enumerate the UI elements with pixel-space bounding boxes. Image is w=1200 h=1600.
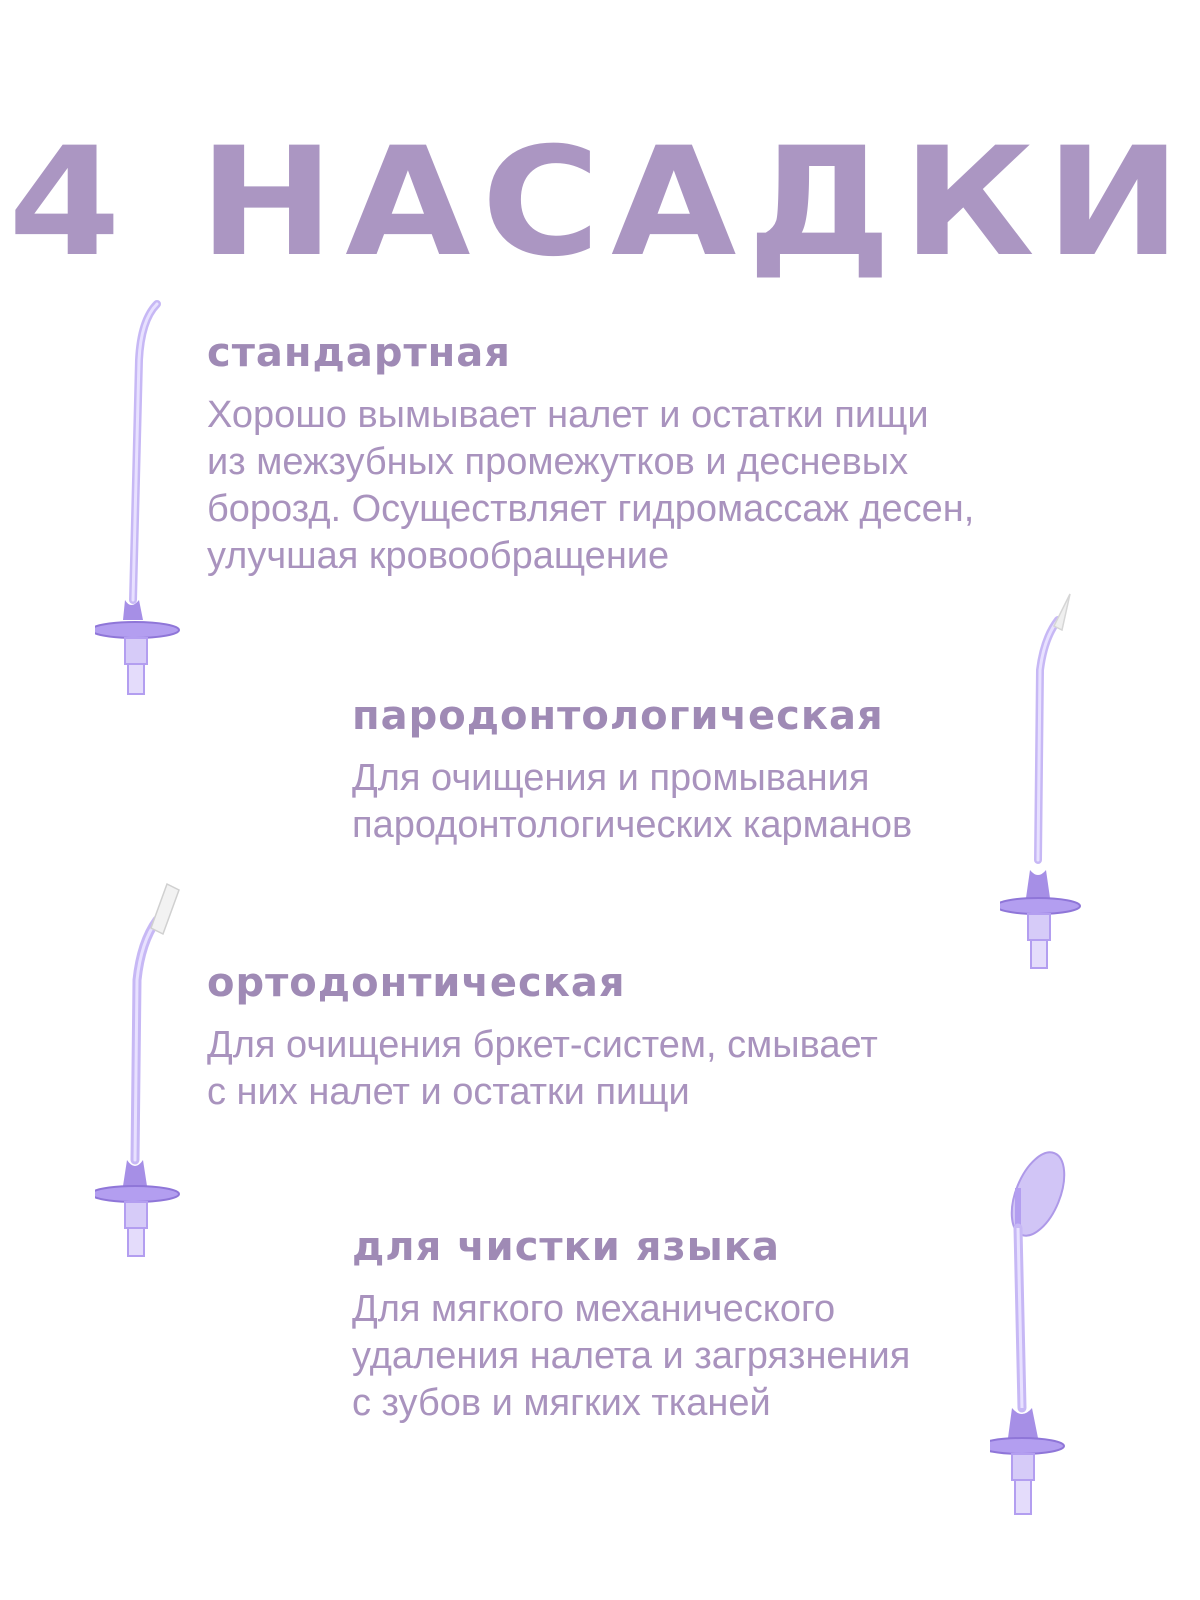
periodontal-nozzle-image xyxy=(1000,590,1090,980)
section-description-line: из межзубных промежутков и десневых xyxy=(207,441,909,483)
section-description-line: Хорошо вымывает налет и остатки пищи xyxy=(207,394,929,436)
tongue-cleaner-nozzle-image xyxy=(990,1148,1090,1528)
standard-nozzle-image xyxy=(95,300,185,700)
standard-nozzle-section xyxy=(207,330,974,580)
section-description-line: Для мягкого механического xyxy=(352,1288,836,1330)
orthodontic-nozzle-image xyxy=(95,880,185,1260)
section-title: для чистки языка xyxy=(352,1224,780,1270)
section-description-line: Для очищения и промывания xyxy=(352,757,870,799)
section-title: стандартная xyxy=(207,330,511,376)
section-description-line: борозд. Осуществляет гидромассаж десен, xyxy=(207,488,975,530)
section-description-line: с зубов и мягких тканей xyxy=(352,1382,771,1424)
periodontal-nozzle-section xyxy=(352,693,912,849)
section-title: ортодонтическая xyxy=(207,960,626,1006)
section-description-line: улучшая кровообращение xyxy=(207,535,670,577)
orthodontic-nozzle-section xyxy=(207,960,878,1116)
page-title: 4 НАСАДКИ xyxy=(8,116,1192,290)
section-description-line: пародонтологических карманов xyxy=(352,804,913,846)
section-description-line: с них налет и остатки пищи xyxy=(207,1071,690,1113)
tongue-cleaner-nozzle-section xyxy=(352,1224,910,1427)
section-description-line: Для очищения бркет-систем, смывает xyxy=(207,1024,878,1066)
section-description-line: удаления налета и загрязнения xyxy=(352,1335,911,1377)
section-title: пародонтологическая xyxy=(352,693,884,739)
